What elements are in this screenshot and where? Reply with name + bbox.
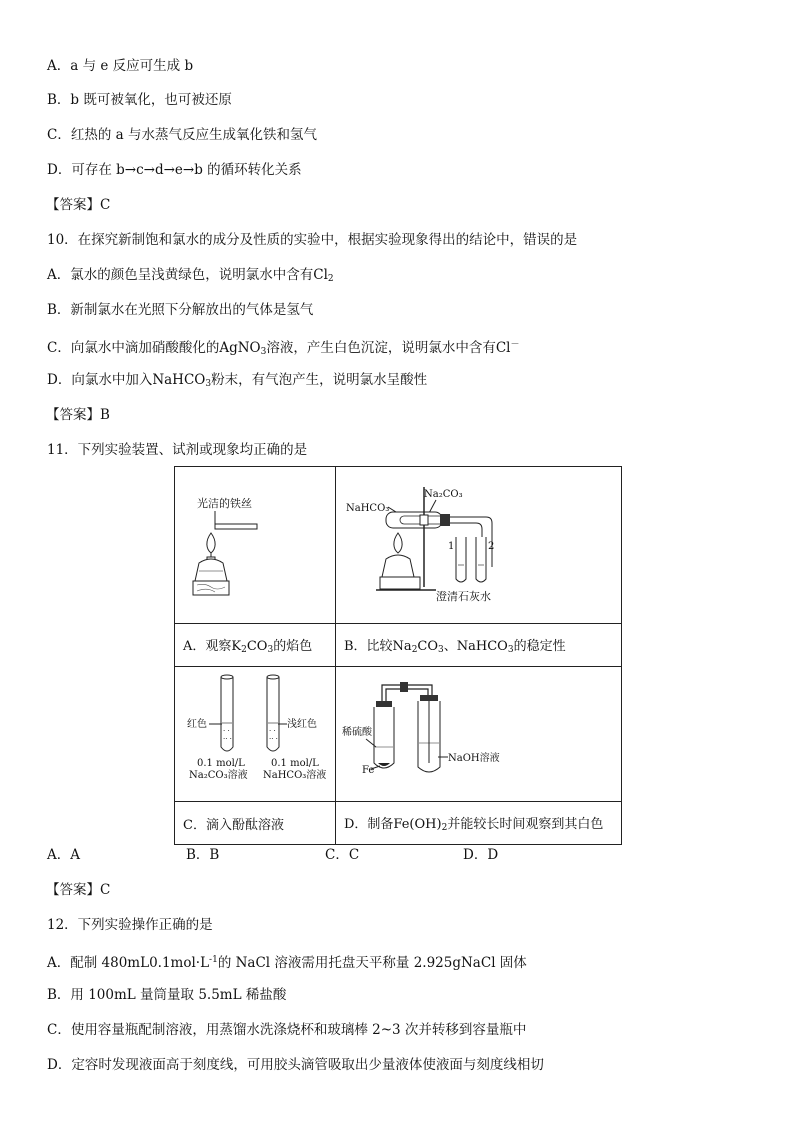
figure-a-cell [175, 467, 336, 624]
q11-option-c: C．C [325, 847, 360, 863]
tube-1-label: 1 [448, 541, 455, 552]
naoh-label: NaOH溶液 [448, 753, 500, 764]
carbonate-stability-figure [336, 467, 621, 619]
ferrous-hydroxide-figure [336, 667, 621, 797]
figure-c-cell [175, 667, 336, 802]
na2co3-label: Na₂CO₃ [424, 489, 463, 500]
red-label: 红色 [187, 719, 207, 730]
q11-stem: 11．下列实验装置、试剂或现象均正确的是 [47, 442, 308, 458]
dilute-acid-label: 稀硫酸 [342, 727, 372, 738]
iron-wire-label: 光洁的铁丝 [197, 497, 252, 510]
figure-d-cell [336, 667, 622, 802]
experiment-table [174, 466, 622, 845]
svg-text:·· ·: ·· · [269, 735, 278, 743]
flame-test-figure [175, 467, 335, 619]
svg-text:· ·: · · [269, 727, 276, 735]
q10-option-a: A．氯水的颜色呈浅黄绿色，说明氯水中含有$Cl_2$ [47, 267, 334, 284]
q12-option-c: C．使用容量瓶配制溶液，用蒸馏水洗涤烧杯和玻璃棒 2~3 次并转移到容量瓶中 [47, 1022, 527, 1038]
q12-option-a: A．配制 $480mL0.1mol\cdot L^{-1}$的 NaCl 溶液需用托盘天平称量 2.925gNaCl 固体 [47, 955, 527, 971]
q9-option-d: D．可存在 b→c→d→e→b 的循环转化关系 [47, 162, 302, 178]
q11-answer: 【答案】C [46, 882, 111, 898]
svg-text:·· ·: ·· · [223, 735, 232, 743]
q10-option-c: C．向氯水中滴加硝酸酸化的AgNO$_3$溶液，产生白色沉淀，说明氯水中含有Cl－ [47, 340, 520, 357]
conc-1: 0.1 mol/L [197, 758, 245, 769]
caption-b: B．比较$Na_2CO_3$、NaHCO$_3$的稳定性 [336, 624, 622, 667]
q10-answer: 【答案】B [46, 407, 110, 423]
q9-answer: 【答案】C [46, 197, 111, 213]
caption-a: A．观察$K_2CO_3$的焰色 [175, 624, 336, 667]
tube-2-label: 2 [488, 541, 495, 552]
q11-option-b: B．B [186, 847, 220, 863]
limewater-label: 澄清石灰水 [436, 590, 491, 603]
solution-1: Na₂CO₃溶液 [189, 770, 248, 781]
q12-stem: 12．下列实验操作正确的是 [47, 917, 213, 933]
tube1-bubbles: · · [223, 727, 230, 735]
solution-2: NaHCO₃溶液 [263, 770, 327, 781]
q10-stem: 10．在探究新制饱和氯水的成分及性质的实验中，根据实验现象得出的结论中，错误的是 [47, 232, 578, 248]
iron-label: Fe [362, 765, 375, 776]
q10-option-b: B．新制氯水在光照下分解放出的气体是氢气 [47, 302, 314, 318]
q11-option-d: D．D [463, 847, 499, 863]
light-red-label: 浅红色 [287, 719, 317, 730]
conc-2: 0.1 mol/L [271, 758, 319, 769]
caption-d: D．制备$Fe(OH)_2$并能较长时间观察到其白色 [336, 802, 622, 845]
q12-option-d: D．定容时发现液面高于刻度线，可用胶头滴管吸取出少量液体使液面与刻度线相切 [47, 1057, 544, 1073]
q12-option-b: B．用 100mL 量筒量取 5.5mL 稀盐酸 [47, 987, 287, 1003]
q9-option-a: A．a 与 e 反应可生成 b [47, 58, 194, 74]
caption-c: C．滴入酚酞溶液 [175, 802, 336, 845]
figure-b-cell [336, 467, 622, 624]
q9-option-c: C．红热的 a 与水蒸气反应生成氧化铁和氢气 [47, 127, 317, 143]
nahco3-label: NaHCO₃ [346, 503, 390, 514]
phenolphthalein-figure [175, 667, 335, 797]
q11-option-a: A．A [47, 847, 80, 863]
q10-option-d: D．向氯水中加入NaHCO$_3$粉末，有气泡产生，说明氯水呈酸性 [47, 372, 428, 389]
q9-option-b: B．b 既可被氧化，也可被还原 [47, 92, 232, 108]
